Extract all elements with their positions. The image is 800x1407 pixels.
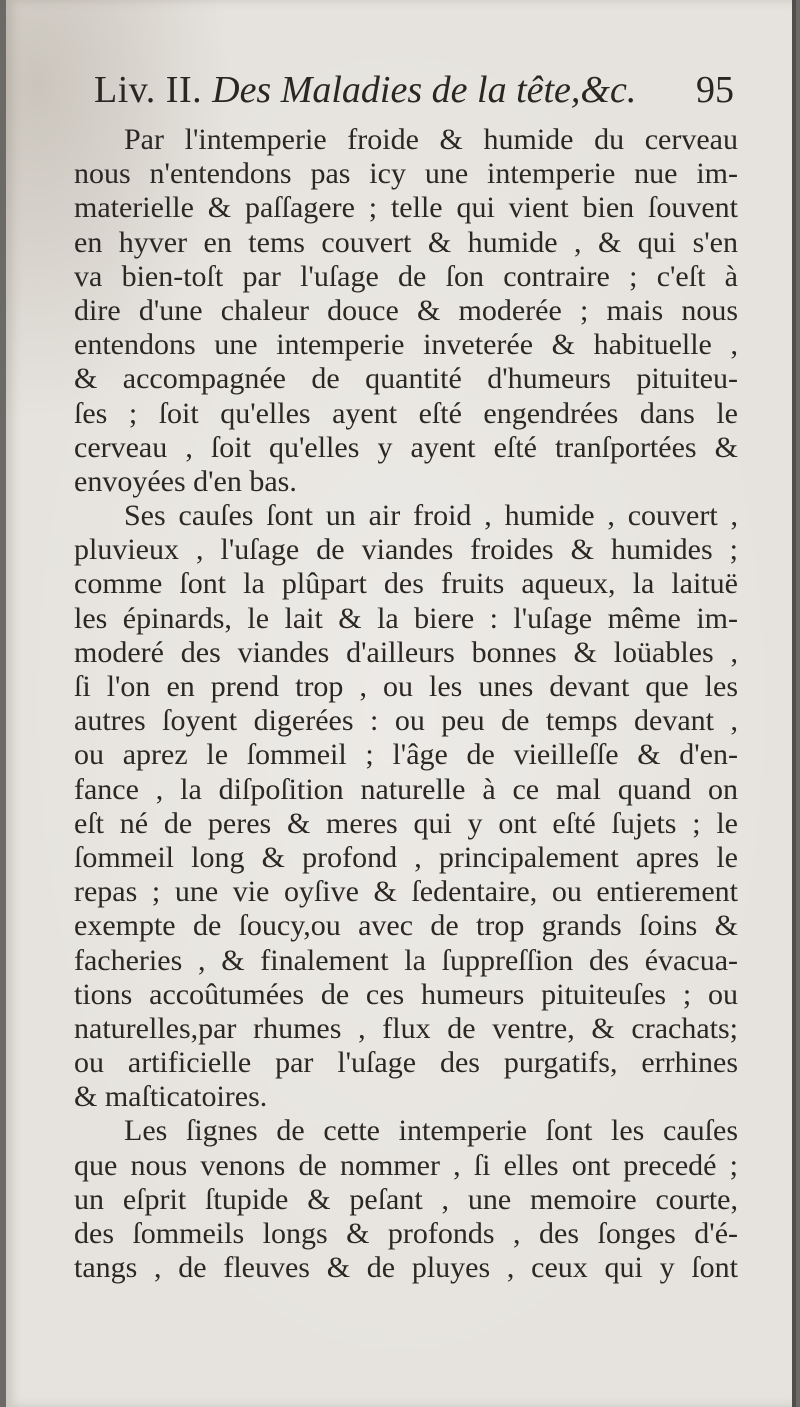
text-line: Les ſignes de cette intemperie ſont les cauſes (124, 1114, 738, 1148)
text-line: comme ſont la plûpart des fruits aqueux, la laituë (74, 567, 738, 601)
text-line: Ses cauſes ſont un air froid , humide , couvert , (124, 499, 738, 533)
text-line: va bien-toſt par l'uſage de ſon contraire ; c'eſt à (74, 259, 738, 293)
text-line: ou artificielle par l'uſage des purgatifs, errhines (74, 1046, 738, 1080)
text-line: ſes ; ſoit qu'elles ayent eſté engendrées dans le (74, 396, 738, 430)
text-line: moderé des viandes d'ailleurs bonnes & loüables , (74, 635, 738, 669)
text-line: des ſommeils longs & profonds , des ſonges d'é- (74, 1217, 738, 1250)
text-line: naturelles,par rhumes , flux de ventre, & crachats; (74, 1011, 738, 1045)
page-number: 95 (696, 69, 734, 111)
text-line: eſt né de peres & meres qui y ont eſté ſujets ; le (74, 806, 738, 840)
text-line: facheries , & finalement la ſuppreſſion des évacua- (74, 943, 738, 977)
text-line: ou aprez le ſommeil ; l'âge de vieilleſſe & d'en- (74, 738, 738, 772)
text-line: pluvieux , l'uſage de viandes froides & humides ; (74, 533, 738, 567)
text-line: envoyées d'en bas. (74, 464, 297, 498)
text-line: en hyver en tems couvert & humide , & qui s'en (74, 225, 738, 259)
text-line: cerveau , ſoit qu'elles y ayent eſté tranſportées & (74, 430, 738, 464)
running-header (94, 68, 734, 122)
book-page (6, 0, 796, 1407)
text-line: fance , la diſpoſition naturelle à ce mal quand on (74, 772, 738, 806)
text-line: repas ; une vie oyſive & ſedentaire, ou entierement (74, 875, 738, 909)
text-line: entendons une intemperie inveterée & habituelle , (74, 328, 738, 362)
book-section-label: Liv. II. (94, 69, 213, 111)
text-line: tions accoûtumées de ces humeurs pituiteuſes ; ou (74, 977, 738, 1011)
text-line: tangs , de fleuves & de pluyes , ceux qui y ſont (74, 1251, 738, 1285)
text-line: dire d'une chaleur douce & moderée ; mais nous (74, 293, 738, 327)
text-line: un eſprit ſtupide & peſant , une memoire courte, (74, 1182, 738, 1216)
text-line: que nous venons de nommer , ſi elles ont precedé ; (74, 1148, 738, 1182)
text-line: & maſticatoires. (74, 1080, 268, 1114)
text-line: materielle & paſſagere ; telle qui vient bien ſouvent (74, 191, 738, 225)
text-line: les épinards, le lait & la biere : l'uſage même im- (74, 601, 738, 635)
body-text (74, 123, 738, 1285)
text-line: exempte de ſoucy,ou avec de trop grands ſoins & (74, 909, 738, 943)
page-edge (792, 0, 796, 1407)
text-line: ſommeil long & profond , principalement apres le (74, 840, 738, 874)
running-title: Des Maladies de la tête,&c. (212, 69, 637, 111)
text-line: & accompagnée de quantité d'humeurs pituiteu- (74, 362, 738, 396)
text-line: Par l'intemperie froide & humide du cerveau (124, 123, 738, 156)
text-line: nous n'entendons pas icy une intemperie nue im- (74, 157, 738, 191)
text-line: autres ſoyent digerées : ou peu de temps devant , (74, 704, 738, 738)
text-line: ſi l'on en prend trop , ou les unes devant que les (74, 670, 738, 703)
